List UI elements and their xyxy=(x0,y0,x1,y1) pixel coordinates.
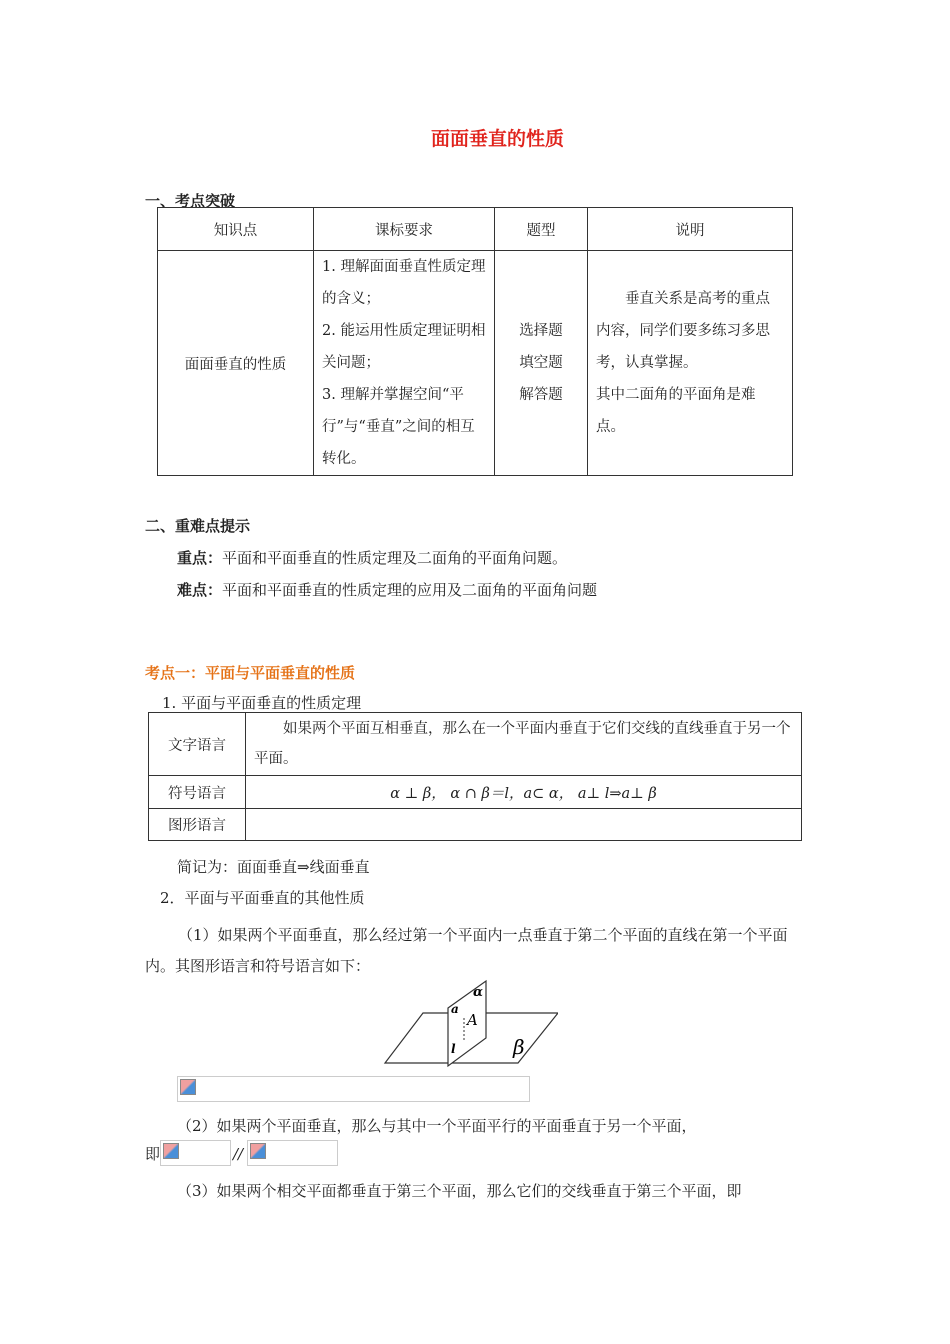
broken-image-icon xyxy=(163,1143,179,1159)
table-row xyxy=(149,713,802,776)
A-label: A xyxy=(467,1011,478,1029)
requirement-2: 2. 能运用性质定理证明相关问题； xyxy=(322,323,486,371)
point1-sub2: 2．平面与平面垂直的其他性质 xyxy=(160,889,365,907)
text-value: 如果两个平面互相垂直，那么在一个平面内垂直于它们交线的直线垂直于另一个平面。 xyxy=(246,713,802,776)
key-text: 平面和平面垂直的性质定理及二面角的平面角问题。 xyxy=(222,549,568,567)
header-requirements: 课标要求 xyxy=(314,208,495,251)
property-2-prefix: 即 xyxy=(145,1145,161,1163)
point1-heading: 考点一：平面与平面垂直的性质 xyxy=(145,664,356,682)
planes-figure xyxy=(383,978,558,1068)
table-row xyxy=(158,251,793,476)
requirements-cell xyxy=(314,251,495,476)
property-2: （2）如果两个平面垂直，那么与其中一个平面平行的平面垂直于另一个平面， xyxy=(177,1117,697,1135)
table-row xyxy=(149,809,802,841)
a-label: a xyxy=(451,1002,459,1016)
section1-heading: 一、考点突破 xyxy=(145,192,236,210)
text-label: 文字语言 xyxy=(149,713,246,776)
theorem-table xyxy=(148,712,802,841)
l-label: l xyxy=(451,1042,456,1056)
type-1: 选择题 xyxy=(519,323,563,339)
symbol-value: α ⊥ β， α ∩ β＝l，a⊂ α， a⊥ l⇒a⊥ β xyxy=(246,776,802,809)
property-3: （3）如果两个相交平面都垂直于第三个平面，那么它们的交线垂直于第三个平面，即 xyxy=(177,1182,742,1200)
formula-image-1 xyxy=(160,1140,231,1166)
formula-image-2 xyxy=(247,1140,338,1166)
figure-label: 图形语言 xyxy=(149,809,246,841)
broken-image-icon xyxy=(180,1079,196,1095)
figure-cell xyxy=(246,809,802,841)
note-2: 其中二面角的平面角是难点。 xyxy=(596,387,756,435)
page-title: 面面垂直的性质 xyxy=(430,128,564,150)
requirement-3: 3. 理解并掌握空间“平行”与“垂直”之间的相互转化。 xyxy=(322,387,475,467)
header-knowledge: 知识点 xyxy=(158,208,314,251)
table-header-row xyxy=(158,208,793,251)
header-types: 题型 xyxy=(495,208,588,251)
type-2: 填空题 xyxy=(519,355,563,371)
section2-heading: 二、重难点提示 xyxy=(145,517,251,535)
symbol-image-placeholder xyxy=(177,1076,530,1102)
property-1: （1）如果两个平面垂直，那么经过第一个平面内一点垂直于第二个平面的直线在第一个平面内。其图形语言和符号语言如下： xyxy=(145,926,788,975)
alpha-label: α xyxy=(473,985,484,1000)
requirement-1: 1. 理解面面垂直性质定理的含义； xyxy=(322,259,486,307)
hard-label: 难点： xyxy=(177,581,223,599)
note-1: 垂直关系是高考的重点内容，同学们要多练习多思考，认真掌握。 xyxy=(596,291,770,371)
parallel-symbol: // xyxy=(233,1145,244,1163)
hard-point xyxy=(177,580,597,600)
point1-sub1: 1. 平面与平面垂直的性质定理 xyxy=(162,694,362,712)
hard-text: 平面和平面垂直的性质定理的应用及二面角的平面角问题 xyxy=(222,581,598,599)
key-label: 重点： xyxy=(177,549,223,567)
types-cell xyxy=(495,251,588,476)
beta-label: β xyxy=(513,1035,525,1059)
table-row xyxy=(149,776,802,809)
broken-image-icon xyxy=(250,1143,266,1159)
summary: 简记为：面面垂直⇒线面垂直 xyxy=(177,858,370,876)
symbol-label: 符号语言 xyxy=(149,776,246,809)
key-point xyxy=(177,548,567,568)
type-3: 解答题 xyxy=(519,387,563,403)
header-note: 说明 xyxy=(588,208,793,251)
overview-table xyxy=(157,207,793,476)
knowledge-cell: 面面垂直的性质 xyxy=(158,251,314,476)
note-cell xyxy=(588,251,793,476)
